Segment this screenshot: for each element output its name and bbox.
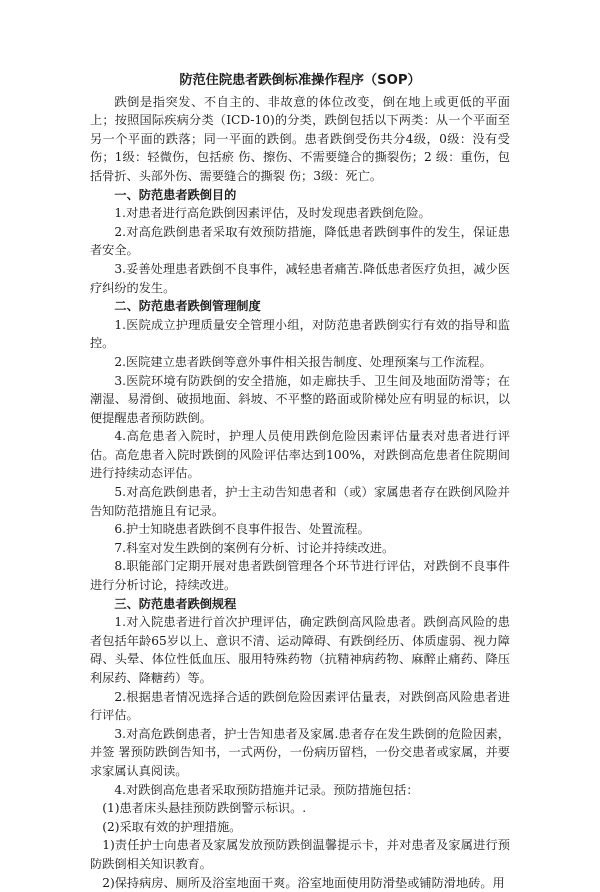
list-item: 7.科室对发生跌倒的案例有分析、讨论并持续改进。 bbox=[114, 540, 395, 555]
list-item: 6.护士知晓患者跌倒不良事件报告、处置流程。 bbox=[114, 522, 370, 537]
section-heading-management: 二、防范患者跌倒管理制度 bbox=[114, 299, 261, 314]
list-item: 2.根据患者情况选择合适的跌倒危险因素评估量表，对跌倒高风险患者进行评估。 bbox=[90, 689, 510, 723]
list-item: 4.对跌倒高危患者采取预防措施并记录。预防措施包括： bbox=[114, 782, 419, 797]
list-item: 3.妥善处理患者跌倒不良事件，减轻患者痛苦.降低患者医疗负担，减少医疗纠纷的发生。 bbox=[90, 261, 510, 295]
list-item: 2)保持病房、厕所及浴室地面干爽。浴室地面使用防滑垫或铺防滑地砖。用 bbox=[102, 875, 505, 890]
document-title: 防范住院患者跌倒标准操作程序（SOP） bbox=[179, 73, 421, 88]
list-item: 1.对入院患者进行首次护理评估，确定跌倒高风险患者。跌倒高风险的患者包括年龄65岁以上、意识不清、运动障碍、有跌倒经历、体质虚弱、视力障碍、头晕、体位性低血压、服用特殊药物（抗精神病药物、麻醉止痛药、降压利尿药、降糖药）等。 bbox=[90, 615, 510, 685]
section-heading-purpose: 一、防范患者跌倒目的 bbox=[114, 187, 237, 202]
list-item: 2.医院建立患者跌倒等意外事件相关报告制度、处理预案与工作流程。 bbox=[114, 354, 492, 369]
list-item: 2.对高危跌倒患者采取有效预防措施，降低患者跌倒事件的发生，保证患者安全。 bbox=[90, 224, 510, 258]
list-item: 4.高危患者入院时，护理人员使用跌倒危险因素评估量表对患者进行评估。高危患者入院时跌倒的风险评估率达到100%，对跌倒高危患者住院期间进行持续动态评估。 bbox=[90, 429, 510, 481]
list-item: 3.医院环境有防跌倒的安全措施，如走廊扶手、卫生间及地面防滑等；在潮湿、易滑倒、破损地面、斜坡、不平整的路面或阶梯处应有明显的标识，以便提醒患者预防跌倒。 bbox=[90, 373, 510, 425]
list-item: 1)责任护士向患者及家属发放预防跌倒温馨提示卡，并对患者及家属进行预防跌倒相关知识教育。 bbox=[90, 838, 510, 871]
list-item: (1)患者床头悬挂预防跌倒警示标识。. bbox=[102, 801, 307, 816]
intro-paragraph: 跌倒是指突发、不自主的、非故意的体位改变，倒在地上或更低的平面上；按照国际疾病分类（ICD-10)的分类，跌倒包括以下两类：从一个平面至另一个平面的跌落；同一平面的跌倒。患者跌倒受伤共分4级，0级：没有受伤；1级：轻微伤，包括瘀 伤、擦伤、不需要缝合的撕裂伤；2 级：重伤，包括骨折、头部外伤、需要缝合的撕裂 伤；3级：死亡。 bbox=[90, 94, 510, 183]
list-item: 1.医院成立护理质量安全管理小组，对防范患者跌倒实行有效的指导和监控。 bbox=[90, 317, 510, 351]
list-item: 8.职能部门定期开展对患者跌倒管理各个环节进行评估，对跌倒不良事件进行分析讨论，持续改进。 bbox=[90, 559, 510, 593]
list-item: 5.对高危跌倒患者，护士主动告知患者和（或）家属患者存在跌倒风险并告知防范措施且有记录。 bbox=[90, 485, 510, 518]
list-item: (2)采取有效的护理措施。 bbox=[102, 819, 242, 834]
section-heading-procedure: 三、防范患者跌倒规程 bbox=[114, 596, 237, 611]
list-item: 3.对高危跌倒患者，护士告知患者及家属.患者存在发生跌倒的危险因素，并签 署预防跌倒告知书，一式两份，一份病历留档，一份交患者或家属，并要求家属认真阅读。 bbox=[90, 726, 510, 778]
list-item: 1.对患者进行高危跌倒因素评估，及时发现患者跌倒危险。 bbox=[114, 206, 431, 221]
